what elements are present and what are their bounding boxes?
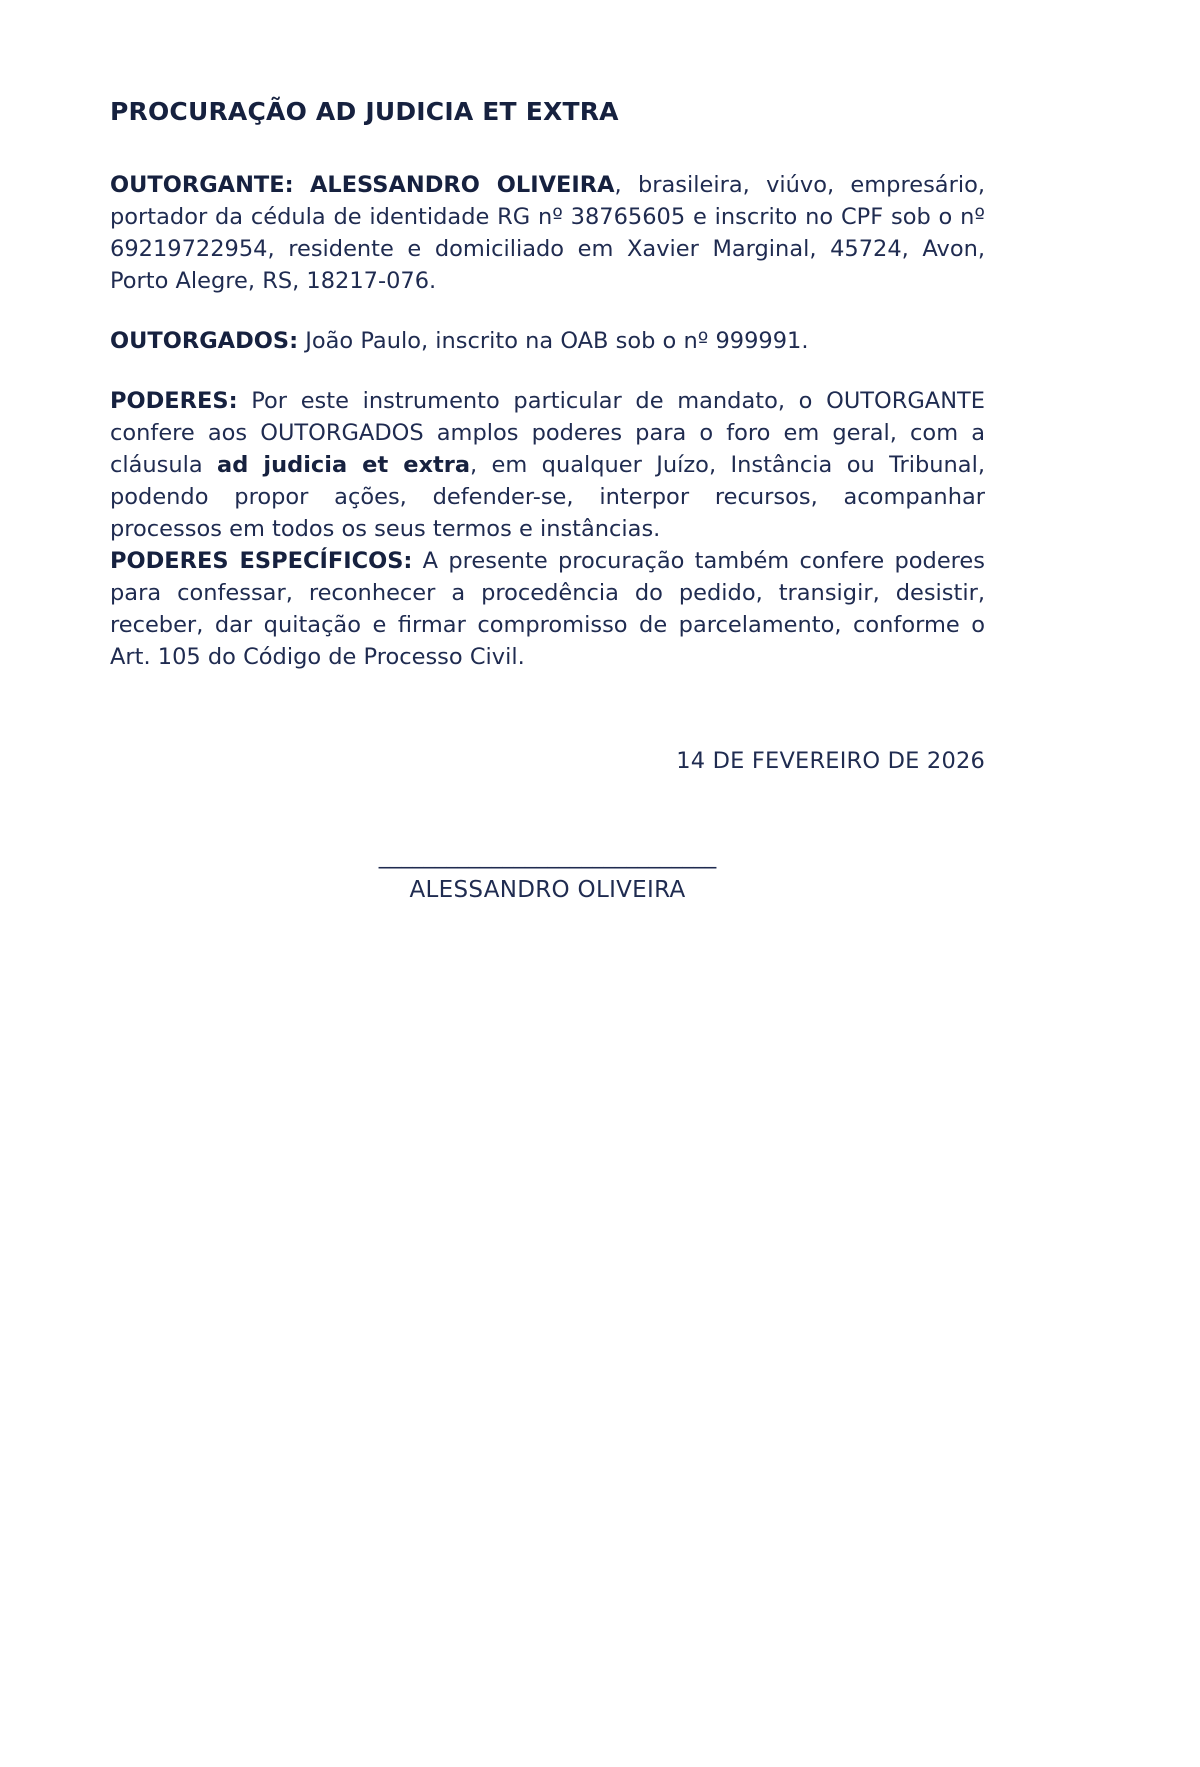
poderes-label: PODERES: bbox=[110, 388, 238, 415]
outorgados-label: OUTORGADOS: bbox=[110, 328, 299, 355]
outorgante-body: , brasileira, viúvo, empresário, portador da cédula de identidade RG nº 38765605 e inscrito no CPF sob o nº 69219722954, residente e domiciliado em Xavier Marginal, 45724, Avon, Porto Alegre, RS, 18217-076. bbox=[110, 172, 985, 295]
poderes-especificos-label: PODERES ESPECÍFICOS: bbox=[110, 548, 413, 575]
poderes-especificos-body: A presente procuração também confere poderes para confessar, reconhecer a procedência do pedido, transigir, desistir, receber, dar quitação e firmar compromisso de parcelamento, conforme o Art. 105 do Código de Processo Civil. bbox=[110, 548, 985, 671]
signature-name: ALESSANDRO OLIVEIRA bbox=[409, 877, 686, 904]
outorgante-label: OUTORGANTE: bbox=[110, 172, 294, 199]
paragraph-poderes bbox=[110, 385, 985, 545]
outorgante-name: ALESSANDRO OLIVEIRA bbox=[309, 172, 615, 199]
signature-line: ______________________________ bbox=[378, 843, 717, 870]
paragraph-outorgante bbox=[110, 169, 985, 297]
poderes-clause-bold: ad judicia et extra bbox=[217, 452, 471, 479]
poderes-body-before: Por este instrumento particular de mandato, o OUTORGANTE confere aos OUTORGADOS amplos poderes para o foro em geral, com a cláusula bbox=[110, 388, 985, 479]
signature-block bbox=[110, 841, 985, 907]
page-title: PROCURAÇÃO AD JUDICIA ET EXTRA bbox=[110, 97, 619, 126]
document-date: 14 DE FEVEREIRO DE 2026 bbox=[676, 748, 985, 775]
outorgados-body: João Paulo, inscrito na OAB sob o nº 999991. bbox=[298, 328, 809, 355]
paragraph-outorgados bbox=[110, 325, 985, 357]
paragraph-poderes-especificos bbox=[110, 545, 985, 673]
poderes-body-after: , em qualquer Juízo, Instância ou Tribunal, podendo propor ações, defender-se, interpor recursos, acompanhar processos em todos os seus termos e instâncias. bbox=[110, 452, 986, 543]
